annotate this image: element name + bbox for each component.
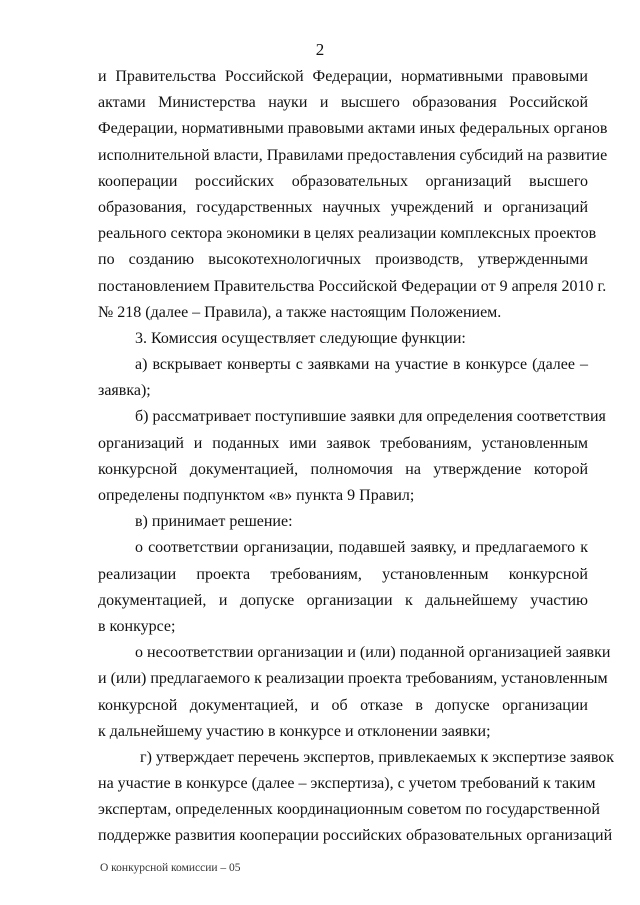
text-line: и Правительства Российской Федерации, нормативными правовыми bbox=[98, 68, 588, 85]
document-body bbox=[98, 64, 615, 850]
text-line: о несоответствии организации и (или) поданной организацией заявки bbox=[135, 644, 611, 662]
text-line: по созданию высокотехнологичных производств, утвержденными bbox=[98, 251, 588, 269]
text-line: образования, государственных научных учреждений и организаций bbox=[98, 198, 588, 216]
text-line: в) принимает решение: bbox=[135, 513, 293, 531]
page-number: 2 bbox=[315, 40, 325, 59]
text-line: в конкурсе; bbox=[98, 617, 176, 635]
text-line: актами Министерства науки и высшего образования Российской bbox=[98, 94, 588, 112]
text-line: реализации проекта требованиям, установленным конкурсной bbox=[98, 565, 588, 583]
text-line: и (или) предлагаемого к реализации проекта требованиям, установленным bbox=[98, 670, 608, 688]
text-line: кооперации российских образовательных организаций высшего bbox=[98, 172, 588, 190]
text-line: конкурсной документацией, полномочия на утверждение которой bbox=[98, 460, 588, 478]
text-line: экспертам, определенных координационным советом по государственной bbox=[98, 801, 600, 819]
text-line: реального сектора экономики в целях реализации комплексных проектов bbox=[98, 225, 597, 243]
document-footer: О конкурсной комиссии – 05 bbox=[100, 862, 241, 874]
section-heading: 3. Комиссия осуществляет следующие функции: bbox=[135, 329, 466, 347]
text-line: документацией, и допуске организации к дальнейшему участию bbox=[98, 591, 588, 609]
text-line: постановлением Правительства Российской Федерации от 9 апреля 2010 г. bbox=[98, 277, 607, 295]
text-line: поддержке развития кооперации российских образовательных организаций bbox=[98, 827, 613, 845]
text-line: б) рассматривает поступившие заявки для определения соответствия bbox=[135, 408, 606, 426]
text-line: организаций и поданных ими заявок требованиям, установленным bbox=[98, 434, 588, 452]
text-line: определены подпунктом «в» пункта 9 Правил; bbox=[98, 487, 415, 504]
text-line: Федерации, нормативными правовыми актами иных федеральных органов bbox=[98, 120, 608, 138]
text-line: № 218 (далее – Правила), а также настоящим Положением. bbox=[98, 303, 502, 321]
text-line: к дальнейшему участию в конкурсе и отклонении заявки; bbox=[98, 722, 491, 740]
text-line: о соответствии организации, подавшей заявку, и предлагаемого к bbox=[135, 539, 588, 557]
text-line: заявка); bbox=[98, 382, 151, 400]
text-line: исполнительной власти, Правилами предоставления субсидий на развитие bbox=[98, 146, 608, 164]
text-line: конкурсной документацией, и об отказе в допуске организации bbox=[98, 696, 588, 714]
text-line: г) утверждает перечень экспертов, привлекаемых к экспертизе заявок bbox=[140, 748, 615, 766]
text-line: на участие в конкурсе (далее – экспертиза), с учетом требований к таким bbox=[98, 775, 596, 793]
text-line: а) вскрывает конверты с заявками на участие в конкурсе (далее – bbox=[135, 356, 588, 374]
